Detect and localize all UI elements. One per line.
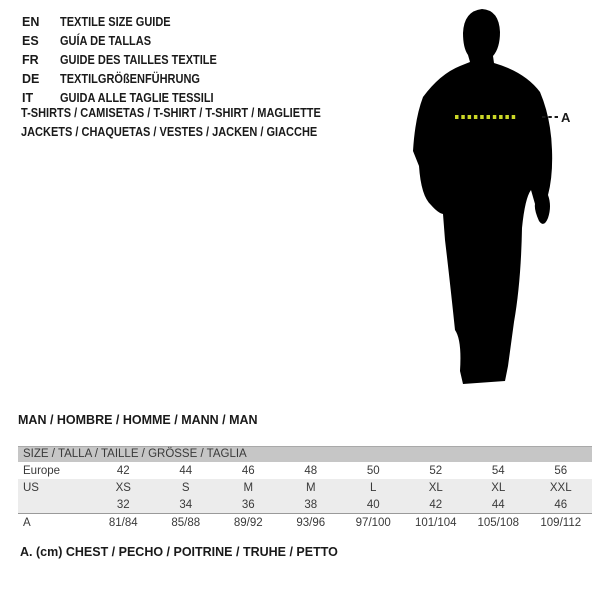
table-cell: L xyxy=(370,481,377,494)
language-label: GUIDA ALLE TAGLIE TESSILI xyxy=(60,90,214,105)
table-cell: 85/88 xyxy=(171,516,201,529)
table-cell: S xyxy=(181,481,190,494)
table-cell: 89/92 xyxy=(233,516,263,529)
table-cell: 36 xyxy=(241,498,255,511)
row-label: US xyxy=(23,481,39,494)
table-cell: 46 xyxy=(554,498,568,511)
category-tshirts: T-SHIRTS / CAMISETAS / T-SHIRT / T-SHIRT / MAGLIETTE xyxy=(21,105,321,120)
table-cell: 93/96 xyxy=(296,516,326,529)
category-jackets: JACKETS / CHAQUETAS / VESTES / JACKEN / GIACCHE xyxy=(21,124,318,139)
measurement-footnote: A. (cm) CHEST / PECHO / POITRINE / TRUHE / PETTO xyxy=(20,545,338,559)
language-code: IT xyxy=(22,90,34,105)
table-cell: XS xyxy=(115,481,131,494)
language-row-de xyxy=(22,69,238,88)
size-table xyxy=(18,446,592,531)
size-figure xyxy=(395,0,595,400)
table-cell: 109/112 xyxy=(540,516,582,529)
language-list xyxy=(22,12,238,107)
table-cell: 42 xyxy=(116,464,130,477)
table-cell: 52 xyxy=(429,464,443,477)
table-cell: XL xyxy=(428,481,443,494)
table-cell: 97/100 xyxy=(355,516,391,529)
table-cell: 105/108 xyxy=(477,516,520,529)
table-cell: M xyxy=(243,481,254,494)
language-row-en xyxy=(22,12,238,31)
table-cell: 38 xyxy=(304,498,318,511)
measure-label-a: A xyxy=(561,110,571,125)
language-label: TEXTILE SIZE GUIDE xyxy=(60,14,171,29)
garment-categories xyxy=(21,103,362,141)
table-row-europe xyxy=(18,462,592,479)
table-cell: 48 xyxy=(304,464,318,477)
language-label: GUIDE DES TAILLES TEXTILE xyxy=(60,52,217,67)
row-label: Europe xyxy=(23,464,61,477)
man-silhouette xyxy=(395,0,595,400)
table-cell: 44 xyxy=(179,464,193,477)
language-label: TEXTILGRÖßENFÜHRUNG xyxy=(60,71,200,86)
language-row-es xyxy=(22,31,238,50)
table-cell: 42 xyxy=(429,498,443,511)
table-cell: 44 xyxy=(491,498,505,511)
table-cell: 101/104 xyxy=(414,516,457,529)
table-cell: 50 xyxy=(366,464,380,477)
table-cell: 46 xyxy=(241,464,255,477)
language-row-fr xyxy=(22,50,238,69)
table-cell: XL xyxy=(491,481,506,494)
size-table-header: SIZE / TALLA / TAILLE / GRÖSSE / TAGLIA xyxy=(18,446,592,462)
language-code: DE xyxy=(22,71,40,86)
table-cell: 56 xyxy=(554,464,568,477)
language-code: ES xyxy=(22,33,39,48)
language-code: FR xyxy=(22,52,39,67)
language-label: GUÍA DE TALLAS xyxy=(60,33,152,48)
table-cell: 54 xyxy=(491,464,505,477)
table-row-us xyxy=(18,479,592,496)
language-code: EN xyxy=(22,14,40,29)
table-cell: M xyxy=(305,481,316,494)
table-cell: 32 xyxy=(116,498,130,511)
row-label: A xyxy=(23,516,31,529)
table-row-numeric xyxy=(18,496,592,513)
section-title-man: MAN / HOMBRE / HOMME / MANN / MAN xyxy=(18,413,258,427)
table-cell: XXL xyxy=(549,481,572,494)
table-cell: 34 xyxy=(179,498,193,511)
table-cell: 81/84 xyxy=(108,516,138,529)
table-row-chest-a xyxy=(18,513,592,531)
table-cell: 40 xyxy=(366,498,380,511)
